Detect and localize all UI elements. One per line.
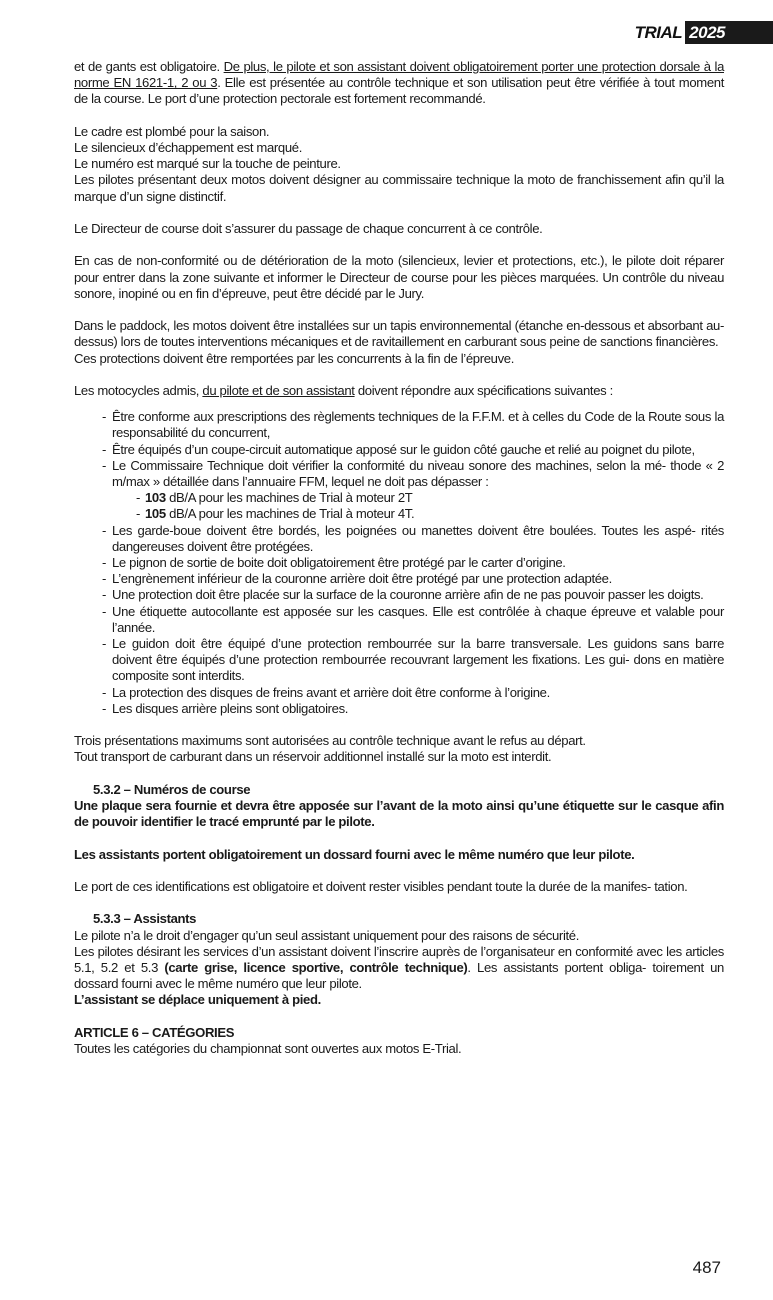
paragraph-on-foot: L’assistant se déplace uniquement à pied. <box>74 992 321 1008</box>
paragraph-silencer: Le silencieux d’échappement est marqué. <box>74 140 303 155</box>
paragraph-admitted: Les motocycles admis, du pilote et de son assistant doivent répondre aux spécifications suivantes : <box>74 382 613 398</box>
list-item: - Les disques arrière pleins sont obligatoires. <box>102 701 724 717</box>
underlined-text: De plus, le pilote et son assistant doivent obligatoirement porter une protection dorsale à la norme EN 1621-1, 2 ou 3 <box>74 59 724 91</box>
list-item: - Le Commissaire Technique doit vérifier la conformité du niveau sonore des machines, selon la mé- thode « 2 m/max » détaillée dans l’annuaire FFM, lequel ne doit pas dépasser : - 103 dB/A pour les machines de Trial à moteur 2T - 105 dB/A pour les machines de Trial à moteur 4T. <box>102 458 724 523</box>
list-item: - Être conforme aux prescriptions des règlements techniques de la F.F.M. et à celles du Code de la Route sous la responsabilité du concurrent, <box>102 409 724 441</box>
paragraph-assistants-bib: Les assistants portent obligatoirement un dossard fourni avec le même numéro que leur pilote. <box>74 846 635 862</box>
paragraph-paddock: Dans le paddock, les motos doivent être installées sur un tapis environnemental (étanche en-dessous et absorbant au-dessus) lors de toutes interventions mécaniques et de ravitaillement en carburant sous peine de sanctions financières. <box>74 318 724 350</box>
paragraph-non-conformity: En cas de non-conformité ou de détérioration de la moto (silencieux, levier et protections, etc.), le pilote doit réparer pour entrer dans la zone suivante et informer le Directeur de course pour les pièces marquées. Un contrôle du niveau sonore, inopiné ou en fin d’épreuve, peut être décidé par le Jury. <box>74 253 724 301</box>
list-item: - Une étiquette autocollante est apposée sur les casques. Elle est contrôlée à chaque épreuve et valable pour l’année. <box>102 604 724 636</box>
paragraph-director: Le Directeur de course doit s’assurer du passage de chaque concurrent à ce contrôle. <box>74 221 543 236</box>
paragraph-two-bikes: Les pilotes présentant deux motos doivent désigner au commissaire technique la moto de franchissement afin qu’il la marque d’un signe distinctif. <box>74 172 724 204</box>
article-6-title: ARTICLE 6 – CATÉGORIES <box>74 1024 235 1040</box>
list-item: - Les garde-boue doivent être bordés, les poignées ou manettes doivent être boulées. Toutes les aspé- rités dangereuses doivent être protégées. <box>102 523 724 555</box>
underlined-text: du pilote et de son assistant <box>202 382 355 398</box>
list-item: - Une protection doit être placée sur la surface de la couronne arrière afin de ne pas pouvoir passer les doigts. <box>102 587 724 603</box>
page-body <box>74 59 724 1057</box>
list-item: - Le pignon de sortie de boite doit obligatoirement être protégé par le carter d’origine. <box>102 555 724 571</box>
running-header <box>635 21 773 44</box>
paragraph-frame: Le cadre est plombé pour la saison. <box>74 123 270 139</box>
list-item: - Le guidon doit être équipé d’une protection rembourrée sur la barre transversale. Les guidons sans barre doivent être équipés d’une protection rembourrée recouvrant largement les fixations. Les gui- dons en matière composite sont interdits. <box>102 636 724 685</box>
header-title: TRIAL <box>634 23 683 42</box>
header-year: 2025 <box>685 21 773 44</box>
paragraph-number: Le numéro est marqué sur la touche de peinture. <box>74 156 341 172</box>
spec-list <box>74 409 724 717</box>
paragraph-identification: Le port de ces identifications est obligatoire et doivent rester visibles pendant toute la durée de la manifes- tation. <box>74 879 688 895</box>
paragraph-protection: et de gants est obligatoire. De plus, le pilote et son assistant doivent obligatoirement porter une protection dorsale à la norme EN 1621-1, 2 ou 3. Elle est présentée au contrôle technique et son utilisation peut être vérifiée à tout moment de la course. Le port d’une protection pectorale est fortement recommandé. <box>74 59 724 107</box>
paragraph-assistant-registration: Les pilotes désirant les services d’un assistant doivent l’inscrire auprès de l’organisateur en conformité avec les articles 5.1, 5.2 et 5.3 (carte grise, licence sportive, contrôle technique). Les assistants portent obliga- toirement un dossard fourni avec le même numéro que leur pilote. <box>74 943 724 992</box>
list-item: - 103 dB/A pour les machines de Trial à moteur 2T <box>136 490 724 506</box>
list-item: - L’engrènement inférieur de la couronne arrière doit être protégé par une protection adaptée. <box>102 571 724 587</box>
sound-limit-list <box>74 490 724 522</box>
list-item: - La protection des disques de freins avant et arrière doit être conforme à l’origine. <box>102 685 724 701</box>
list-item: - 105 dB/A pour les machines de Trial à moteur 4T. <box>136 506 724 522</box>
section-title-5-3-2: 5.3.2 – Numéros de course <box>93 781 251 797</box>
list-item: - Être équipés d’un coupe-circuit automatique apposé sur le guidon côté gauche et relié au poignet du pilote, <box>102 442 724 458</box>
section-title-5-3-3: 5.3.3 – Assistants <box>93 911 197 927</box>
paragraph-one-assistant: Le pilote n’a le droit d’engager qu’un seul assistant uniquement pour des raisons de sécurité. <box>74 927 580 943</box>
page-number: 487 <box>692 1258 721 1277</box>
paragraph-fuel: Tout transport de carburant dans un réservoir additionnel installé sur la moto est interdit. <box>74 749 552 765</box>
paragraph-presentations: Trois présentations maximums sont autorisées au contrôle technique avant le refus au départ. <box>74 733 586 749</box>
paragraph-protections: Ces protections doivent être remportées par les concurrents à la fin de l’épreuve. <box>74 350 515 366</box>
paragraph-plate: Une plaque sera fournie et devra être apposée sur l’avant de la moto ainsi qu’une étiquette sur le casque afin de pouvoir identifier le tracé emprunté par le pilote. <box>74 798 724 830</box>
paragraph-categories: Toutes les catégories du championnat sont ouvertes aux motos E-Trial. <box>74 1041 462 1057</box>
